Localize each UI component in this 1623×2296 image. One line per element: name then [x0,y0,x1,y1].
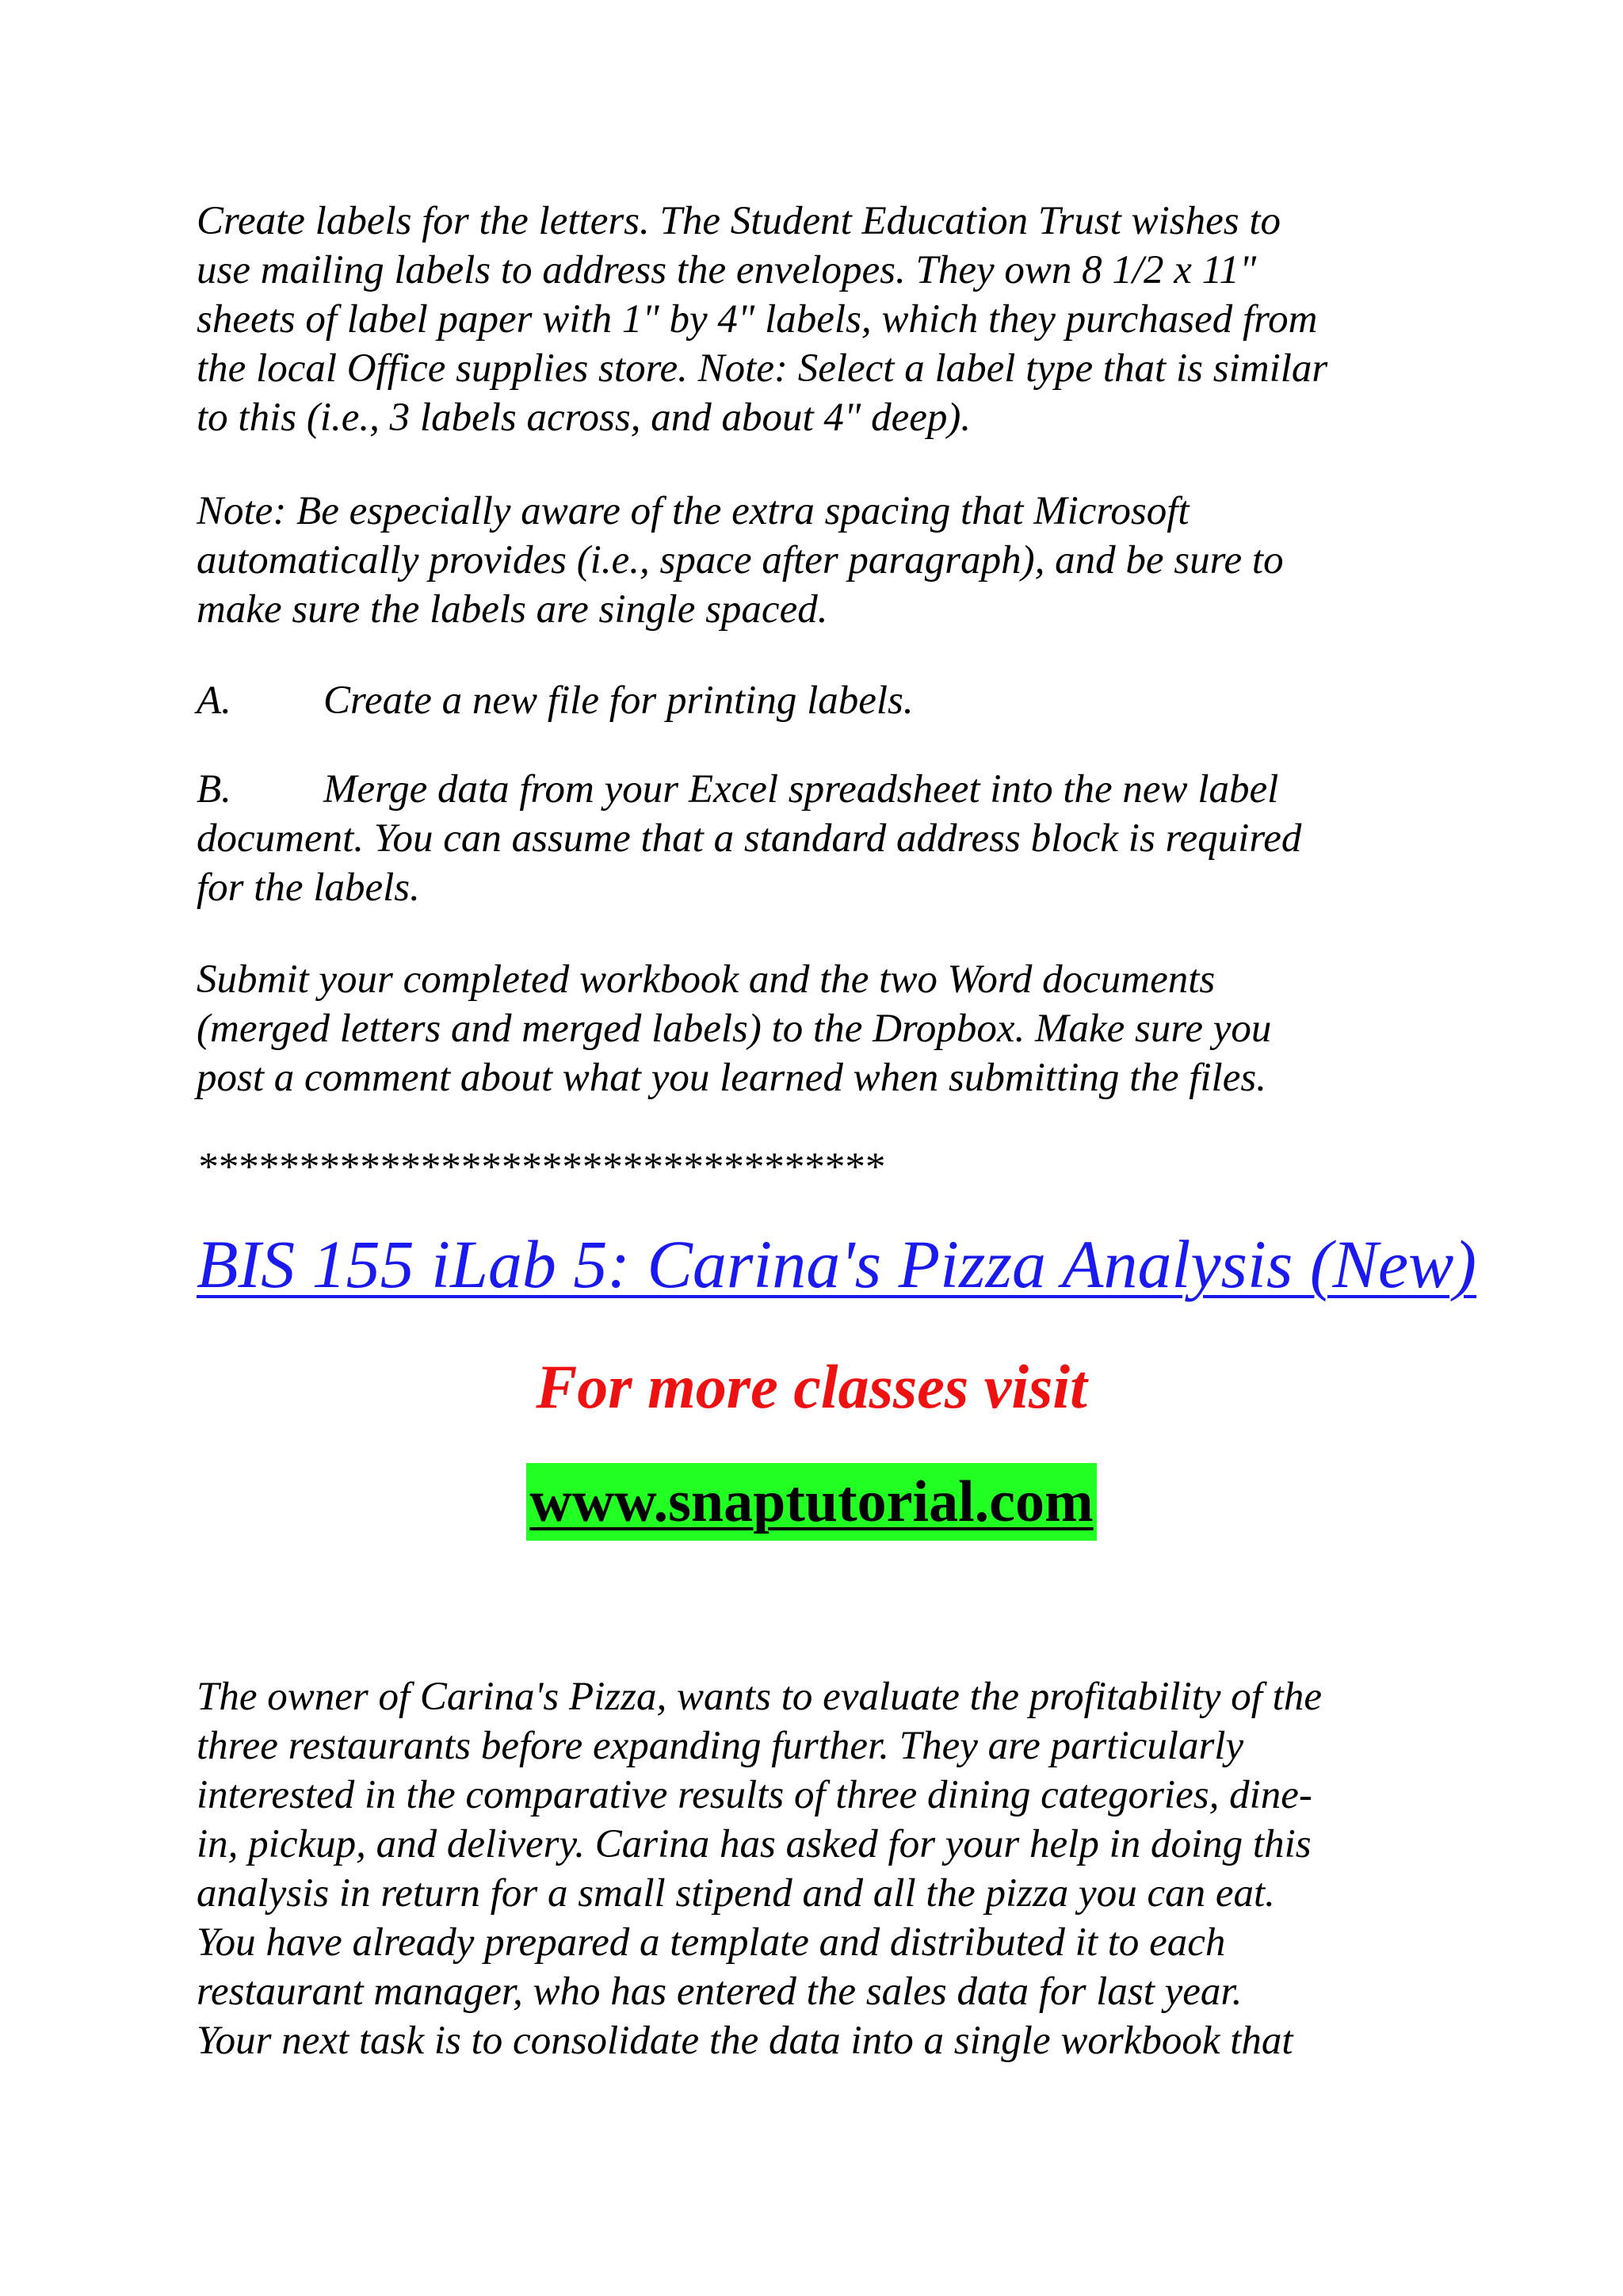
labels-intro-paragraph [197,197,1465,442]
text-line: interested in the comparative results of three dining categories, dine- [197,1773,1312,1817]
promo-title: For more classes visit [536,1352,1087,1421]
text-line: automatically provides (i.e., space after paragraph), and be sure to [197,538,1284,583]
step-a-label: A. [197,678,231,723]
assignment-title-link[interactable]: BIS 155 iLab 5: Carina's Pizza Analysis (New) [197,1226,1477,1302]
promo-url-link[interactable]: www.snaptutorial.com [526,1463,1096,1541]
text-line: (merged letters and merged labels) to the Dropbox. Make sure you [197,1007,1272,1051]
submit-paragraph [197,955,1465,1102]
spacing-note-paragraph [197,487,1465,634]
step-a [197,676,1465,725]
text-line: to this (i.e., 3 labels across, and about 4" deep). [197,395,972,440]
separator-text: ********************************** [197,1145,884,1190]
text-line: restaurant manager, who has entered the sales data for last year. [197,1969,1243,2014]
text-line: Note: Be especially aware of the extra spacing that Microsoft [197,489,1190,533]
promo-url-container [0,1463,1623,1541]
text-line: document. You can assume that a standard address block is required [197,816,1302,861]
step-b-label: B. [197,767,231,812]
separator-line [197,1143,1465,1192]
text-line: in, pickup, and delivery. Carina has asked for your help in doing this [197,1822,1312,1866]
text-line: post a comment about what you learned when submitting the files. [197,1056,1266,1100]
text-line: The owner of Carina's Pizza, wants to evaluate the profitability of the [197,1675,1322,1719]
text-line: for the labels. [197,865,420,910]
text-line: make sure the labels are single spaced. [197,587,828,632]
text-line: analysis in return for a small stipend and all the pizza you can eat. [197,1871,1275,1916]
text-line: three restaurants before expanding further. They are particularly [197,1724,1244,1768]
text-line [197,676,1465,725]
text-line: the local Office supplies store. Note: Select a label type that is similar [197,346,1328,391]
step-b-text: Merge data from your Excel spreadsheet into the new label [323,767,1279,812]
text-line: Your next task is to consolidate the data into a single workbook that [197,2019,1293,2063]
text-line: use mailing labels to address the envelopes. They own 8 1/2 x 11" [197,248,1257,292]
text-line: Create labels for the letters. The Student Education Trust wishes to [197,199,1281,243]
pizza-intro-paragraph [197,1672,1465,2065]
text-line: Submit your completed workbook and the two Word documents [197,957,1216,1002]
text-line: You have already prepared a template and distributed it to each [197,1920,1226,1965]
step-a-text: Create a new file for printing labels. [323,678,914,723]
step-b [197,765,1465,912]
text-line: sheets of label paper with 1" by 4" labels, which they purchased from [197,297,1318,342]
text-line [197,765,1465,814]
